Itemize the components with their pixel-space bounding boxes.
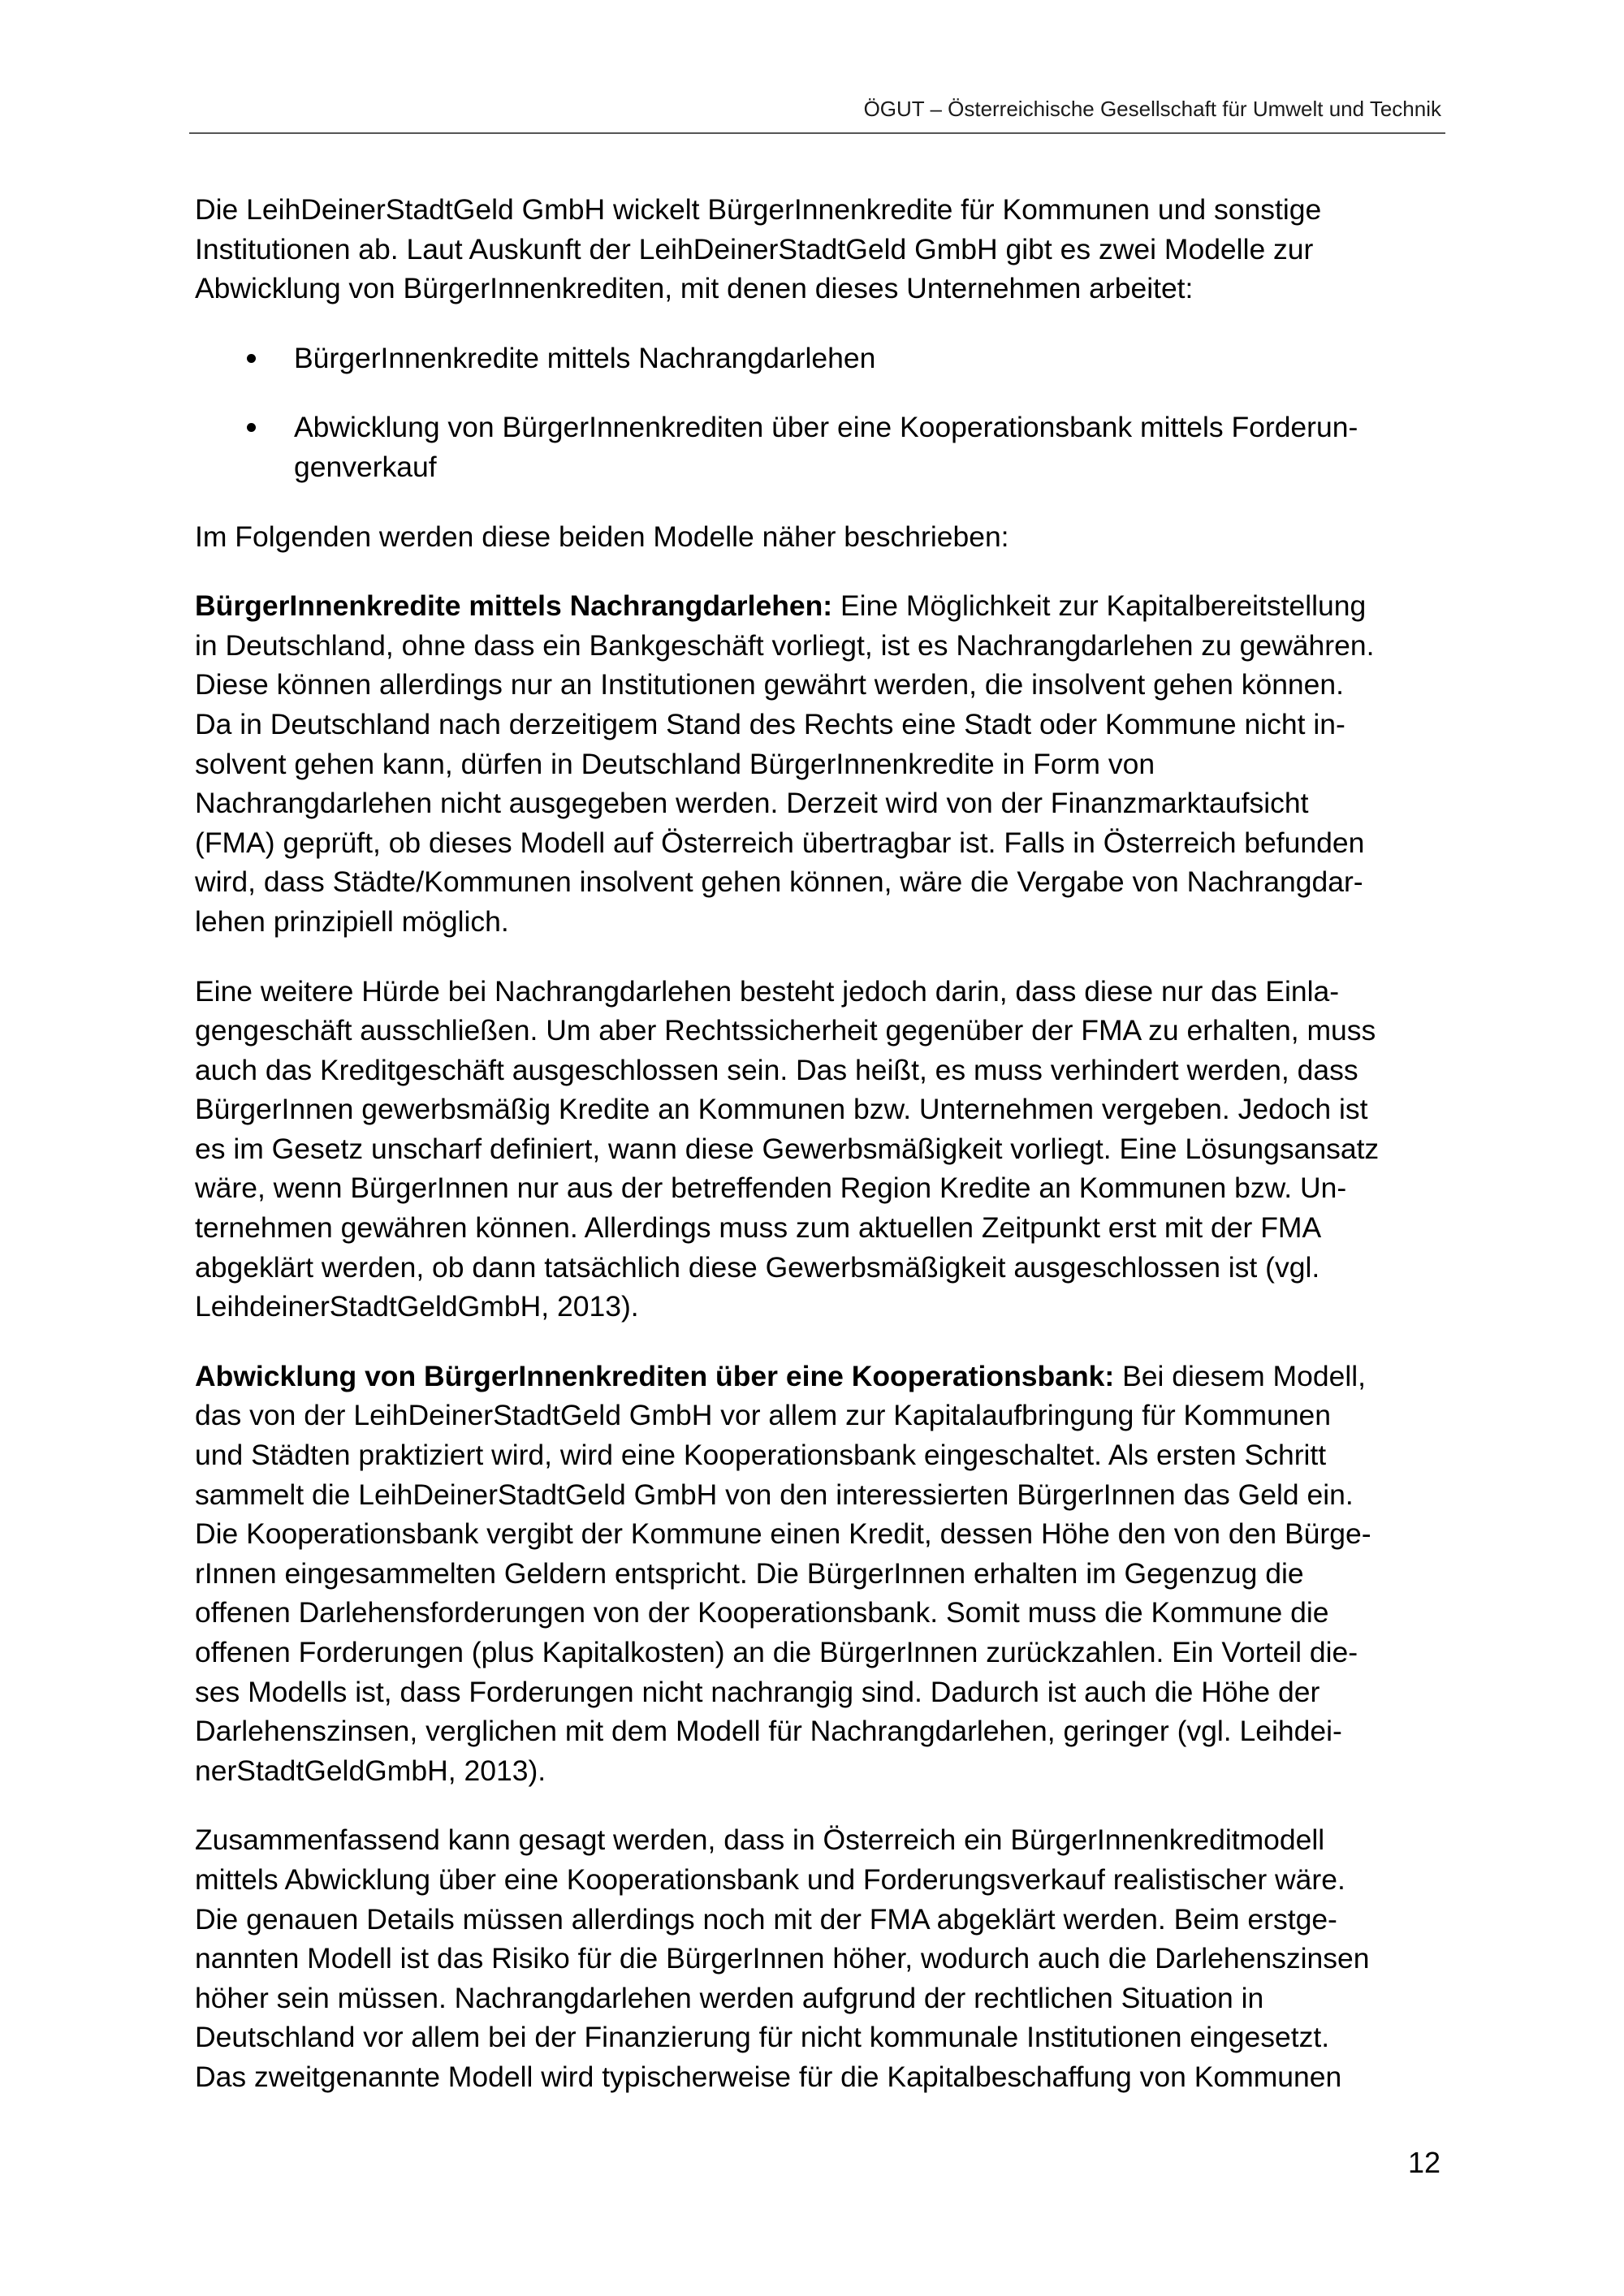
text-line: wird, dass Städte/Kommunen insolvent gehen können, wäre die Vergabe von Nachrangdar- <box>195 865 1363 899</box>
text-line: (FMA) geprüft, ob dieses Modell auf Österreich übertragbar ist. Falls in Österreich befunden <box>195 826 1365 859</box>
text-line: rInnen eingesammelten Geldern entspricht. Die BürgerInnen erhalten im Gegenzug die <box>195 1556 1304 1590</box>
text-line: BürgerInnen gewerbsmäßig Kredite an Kommunen bzw. Unternehmen vergeben. Jedoch ist <box>195 1093 1368 1126</box>
text-line: nerStadtGeldGmbH, 2013). <box>195 1754 546 1787</box>
text-line: Abwicklung von BürgerInnenkrediten, mit denen dieses Unternehmen arbeitet: <box>195 272 1194 305</box>
heading-continuation: Bei diesem Modell, <box>1114 1359 1366 1392</box>
body-text <box>195 190 1445 2097</box>
intro-paragraph <box>195 190 1445 309</box>
text-line: lehen prinzipiell möglich. <box>195 904 509 938</box>
text-line: sammelt die LeihDeinerStadtGeld GmbH von den interessierten BürgerInnen das Geld ein. <box>195 1478 1354 1511</box>
text-line: Nachrangdarlehen nicht ausgegeben werden. Derzeit wird von der Finanzmarktaufsicht <box>195 787 1309 820</box>
text-line: nannten Modell ist das Risiko für die BürgerInnen höher, wodurch auch die Darlehenszinsen <box>195 1942 1370 1975</box>
text-line: Deutschland vor allem bei der Finanzierung für nicht kommunale Institutionen eingesetzt. <box>195 2021 1330 2054</box>
text-line <box>195 1357 1445 1396</box>
bullet-dot <box>247 423 256 432</box>
summary-paragraph <box>195 1820 1445 2096</box>
text-line: ses Modells ist, dass Forderungen nicht nachrangig sind. Dadurch ist auch die Höhe der <box>195 1675 1320 1708</box>
text-line: genverkauf <box>294 450 437 483</box>
text-line: Zusammenfassend kann gesagt werden, dass in Österreich ein BürgerInnenkreditmodell <box>195 1823 1325 1857</box>
text-line: in Deutschland, ohne dass ein Bankgeschäft vorliegt, ist es Nachrangdarlehen zu gewähren. <box>195 628 1375 662</box>
bullet-list <box>195 339 1445 487</box>
section-heading: Abwicklung von BürgerInnenkrediten über eine Kooperationsbank: <box>195 1359 1115 1392</box>
text-line: solvent gehen kann, dürfen in Deutschland BürgerInnenkredite in Form von <box>195 747 1155 780</box>
section-nachrangdarlehen <box>195 586 1445 941</box>
text-line: Eine weitere Hürde bei Nachrangdarlehen besteht jedoch darin, dass diese nur das Einla- <box>195 974 1340 1008</box>
text-line: Institutionen ab. Laut Auskunft der LeihDeinerStadtGeld GmbH gibt es zwei Modelle zur <box>195 232 1314 265</box>
text-line: Das zweitgenannte Modell wird typischerweise für die Kapitalbeschaffung von Kommunen <box>195 2060 1342 2093</box>
text-line <box>195 586 1445 626</box>
text-line: es im Gesetz unscharf definiert, wann diese Gewerbsmäßigkeit vorliegt. Eine Lösungsansatz <box>195 1132 1380 1165</box>
text-line: Darlehenszinsen, verglichen mit dem Modell für Nachrangdarlehen, geringer (vgl. Leihdei- <box>195 1715 1342 1748</box>
running-header: ÖGUT – Österreichische Gesellschaft für Umwelt und Technik <box>863 97 1441 121</box>
text-line: das von der LeihDeinerStadtGeld GmbH vor allem zur Kapitalaufbringung für Kommunen <box>195 1399 1332 1432</box>
text-line: mittels Abwicklung über eine Kooperationsbank und Forderungsverkauf realistischer wäre. <box>195 1862 1345 1896</box>
text-line: Da in Deutschland nach derzeitigem Stand des Rechts eine Stadt oder Kommune nicht in- <box>195 707 1345 740</box>
text-line: abgeklärt werden, ob dann tatsächlich diese Gewerbsmäßigkeit ausgeschlossen ist (vgl. <box>195 1250 1320 1284</box>
text-line: Die LeihDeinerStadtGeld GmbH wickelt BürgerInnenkredite für Kommunen und sonstige <box>195 193 1322 226</box>
transition-paragraph <box>195 517 1445 557</box>
section-heading: BürgerInnenkredite mittels Nachrangdarlehen: <box>195 589 833 623</box>
text-line: offenen Darlehensforderungen von der Kooperationsbank. Somit muss die Kommune die <box>195 1596 1329 1629</box>
text-line: Diese können allerdings nur an Institutionen gewährt werden, die insolvent gehen können. <box>195 668 1345 701</box>
text-line: Abwicklung von BürgerInnenkrediten über eine Kooperationsbank mittels Forderun- <box>294 411 1358 444</box>
text-line: BürgerInnenkredite mittels Nachrangdarlehen <box>294 341 876 374</box>
text-line: LeihdeinerStadtGeldGmbH, 2013). <box>195 1290 639 1323</box>
text-line: Die Kooperationsbank vergibt der Kommune einen Kredit, dessen Höhe den von den Bürge- <box>195 1517 1371 1551</box>
text-line: höher sein müssen. Nachrangdarlehen werden aufgrund der rechtlichen Situation in <box>195 1981 1264 2014</box>
bullet-dot <box>247 354 256 363</box>
page-number: 12 <box>1407 2146 1440 2179</box>
bullet-item <box>195 408 1445 486</box>
text-line: und Städten praktiziert wird, wird eine Kooperationsbank eingeschaltet. Als ersten Schritt <box>195 1439 1327 1472</box>
text-line: offenen Forderungen (plus Kapitalkosten) an die BürgerInnen zurückzahlen. Ein Vorteil die- <box>195 1636 1358 1668</box>
bullet-item <box>195 339 1445 378</box>
text-line: Im Folgenden werden diese beiden Modelle näher beschrieben: <box>195 520 1009 553</box>
hurdle-paragraph <box>195 972 1445 1327</box>
text-line: Die genauen Details müssen allerdings noch mit der FMA abgeklärt werden. Beim erstge- <box>195 1902 1337 1936</box>
section-kooperationsbank <box>195 1357 1445 1791</box>
text-line: wäre, wenn BürgerInnen nur aus der betreffenden Region Kredite an Kommunen bzw. Un- <box>195 1172 1347 1205</box>
text-line: ternehmen gewähren können. Allerdings muss zum aktuellen Zeitpunkt erst mit der FMA <box>195 1211 1322 1245</box>
text-line: gengeschäft ausschließen. Um aber Rechtssicherheit gegenüber der FMA zu erhalten, muss <box>195 1014 1376 1047</box>
text-line: auch das Kreditgeschäft ausgeschlossen sein. Das heißt, es muss verhindert werden, dass <box>195 1053 1358 1086</box>
heading-continuation: Eine Möglichkeit zur Kapitalbereitstellung <box>832 589 1367 623</box>
header-rule <box>189 132 1445 134</box>
